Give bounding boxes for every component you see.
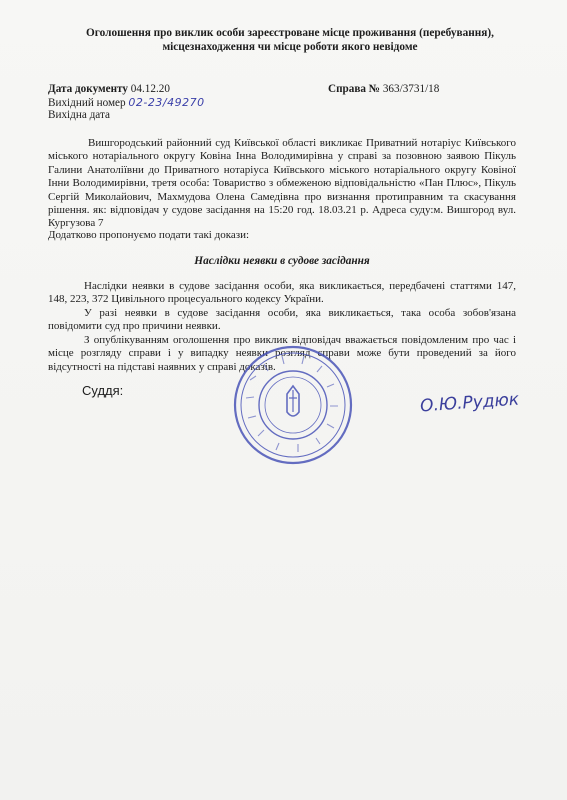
judge-signature: О.Ю.Рудюк — [419, 389, 520, 417]
outgoing-number-handwritten: 02-23/49270 — [128, 96, 205, 109]
section-title: Наслідки неявки в судове засідання — [194, 255, 370, 267]
consequence-paragraph-2: У разі неявки в судове засідання особи, яка викликається, така особа зобов'язана повідомити суд про причини неявки. — [48, 307, 516, 333]
consequence-paragraph-3: З опублікуванням оголошення про виклик відповідач вважається повідомленим про час і місце розгляду справи і у випадку неявки розгляд справи може бути проведений за його відсутності на підставі наявних у справі доказів. — [48, 334, 516, 373]
outgoing-number-row — [48, 96, 205, 110]
document-title — [60, 26, 520, 54]
outgoing-date-row — [48, 109, 110, 122]
consequence-paragraph-1: Наслідки неявки в судове засідання особи, яка викликається, передбачені статтями 147, 148, 223, 372 Цивільного процесуального кодексу України. — [48, 280, 516, 306]
date-label: Дата документу — [48, 83, 128, 95]
summons-paragraph: Вишгородський районний суд Київської області викликає Приватний нотаріус Київського міського нотаріального округу Ковіна Інна Володимирівна у справі за позовною заявою Пікуль Галини Анатоліївни до Приватного нотаріуса Київського міського нотаріального округу Ковіної Інни Володимирівни, третя особа: Товариство з обмеженою відповідальністю «Пан Плюс», Пікуль Сергій Миколайович, Махмудова Олена Самедівна про визнання протиправним та скасування рішення. як: відповідач у судове засідання на 15:20 год. 18.03.21 р. Адреса суду:м. Вишгород вул. Кургузова 7 — [48, 137, 516, 230]
case-label: Справа № — [328, 83, 381, 95]
judge-label: Суддя: — [82, 383, 124, 398]
court-seal-stamp — [228, 340, 358, 470]
outgoing-label: Вихідний номер — [48, 97, 126, 109]
date-value: 04.12.20 — [130, 83, 170, 95]
title-line-1: Оголошення про виклик особи зареєстроване місце проживання (перебування), — [86, 27, 494, 39]
case-row — [328, 83, 439, 96]
title-line-2: місцезнаходження чи місце роботи якого невідоме — [162, 41, 418, 53]
evidence-line: Додатково пропонуємо подати такі докази: — [48, 229, 250, 241]
date-row — [48, 83, 170, 96]
case-value: 363/3731/18 — [382, 83, 440, 95]
outgoing-date-label: Вихідна дата — [48, 109, 110, 121]
